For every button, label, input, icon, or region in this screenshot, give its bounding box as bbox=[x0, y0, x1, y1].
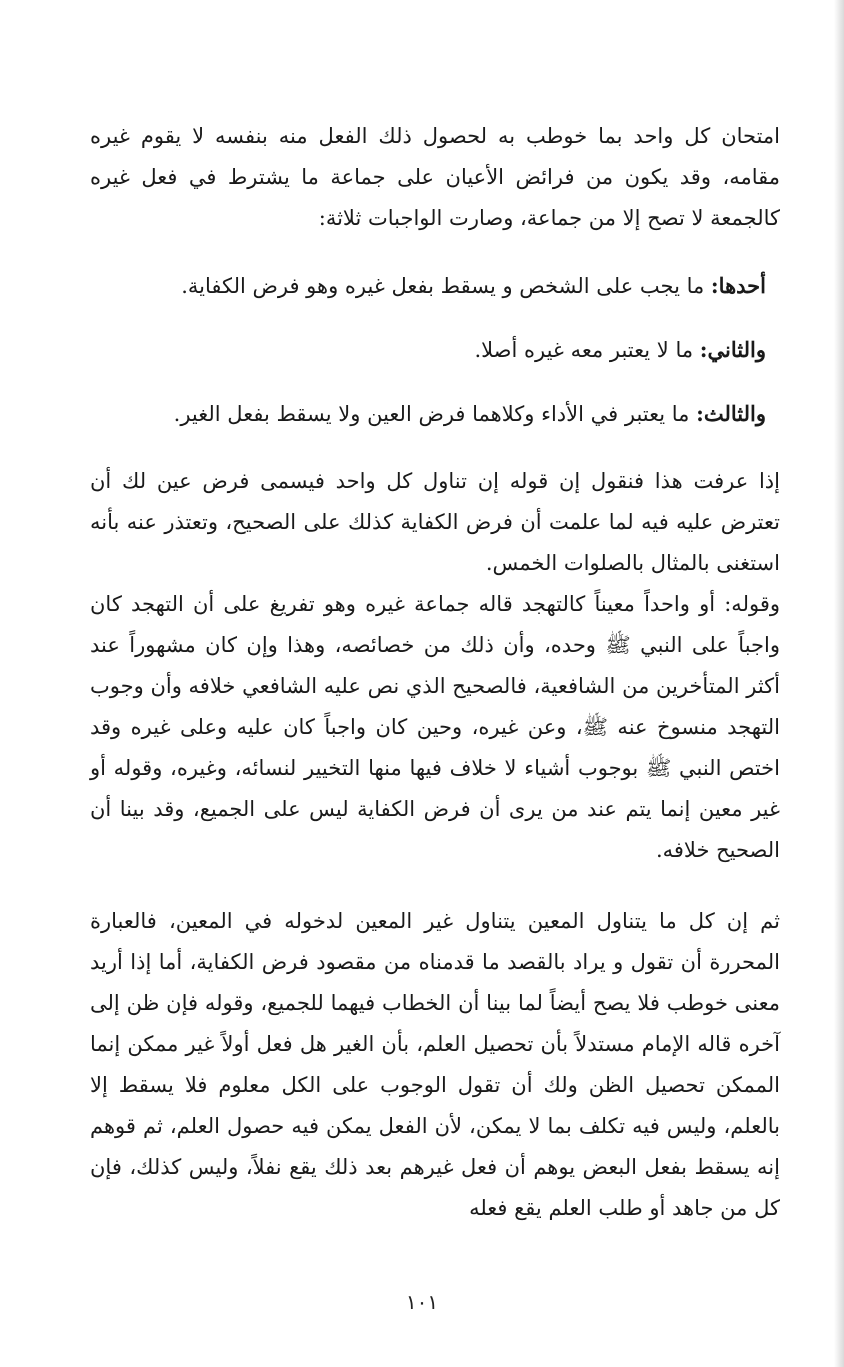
paragraph-2: إذا عرفت هذا فنقول إن قوله إن تناول كل واحد فيسمى فرض عين لك أن تعترض عليه فيه لما علمت أن فرض الكفاية كذلك على الصحيح، وتعتذر عنه بأنه استغنى بالمثال بالصلوات الخمس. bbox=[90, 469, 780, 575]
paragraph-4: ثم إن كل ما يتناول المعين يتناول غير المعين لدخوله في المعين، فالعبارة المحررة أن تقول و يراد بالقصد ما قدمناه من مقصود فرض الكفاية، أما إذا أريد معنى خوطب فلا يصح أيضاً لما بينا أن الخطاب فيهما للجميع، وقوله فإن ظن إلى آخره قاله الإمام مستدلاً بأن تحصيل العلم، بأن الغير هل فعل أولاً غير ممكن إنما الممكن تحصيل الظن ولك أن تقول الوجوب على الكل معلوم فلا يسقط إلا بالعلم، وليس فيه تكلف بما لا يمكن، لأن الفعل يمكن فيه حصول العلم، ثم قوهم إنه يسقط بفعل البعض يوهم أن فعل غيرهم بعد ذلك يقع نفلاً، وليس كذلك، فإن كل من جاهد أو طلب العلم يقع فعله bbox=[90, 909, 780, 1220]
spacer bbox=[90, 371, 780, 393]
paragraph-1: امتحان كل واحد بما خوطب به لحصول ذلك الفعل منه بنفسه لا يقوم غيره مقامه، وقد يكون من فرائض الأعيان على جماعة ما يشترط في فعل غيره كالجمعة لا تصح إلا من جماعة، وصارت الواجبات ثلاثة: bbox=[90, 124, 780, 230]
list-item-text: ما يجب على الشخص و يسقط بفعل غيره وهو فرض الكفاية. bbox=[181, 274, 711, 298]
list-item-third bbox=[90, 393, 780, 435]
spacer bbox=[90, 871, 780, 901]
paragraph-3: وقوله: أو واحداً معيناً كالتهجد قاله جماعة غيره وهو تفريغ على أن التهجد كان واجباً على النبي ﷺ وحده، وأن ذلك من خصائصه، وهذا وإن كان مشهوراً عند أكثر المتأخرين من الشافعية، فالصحيح الذي نص عليه الشافعي خلافه وأن وجوب التهجد منسوخ عنه ﷺ، وعن غيره، وحين كان واجباً كان عليه وعلى غيره وقد اختص النبي ﷺ بوجوب أشياء لا خلاف فيها منها التخيير لنسائه، وغيره، وقوله أو غير معين إنما يتم عند من يرى أن فرض الكفاية ليس على الجميع، وقد بينا أن الصحيح خلافه. bbox=[90, 592, 780, 862]
spacer bbox=[90, 435, 780, 461]
page-edge-shadow bbox=[834, 0, 844, 1367]
page-number: ١٠١ bbox=[405, 1290, 439, 1314]
list-item-lead: والثاني: bbox=[699, 337, 766, 362]
list-item-text: ما لا يعتبر معه غيره أصلا. bbox=[474, 338, 700, 362]
list-item-lead: والثالث: bbox=[696, 401, 766, 426]
spacer bbox=[90, 307, 780, 329]
list-item-text: ما يعتبر في الأداء وكلاهما فرض العين ولا يسقط بفعل الغير. bbox=[173, 402, 697, 426]
list-item-lead: أحدها: bbox=[710, 273, 766, 298]
list-item-second bbox=[90, 329, 780, 371]
list-item-first bbox=[90, 265, 780, 307]
spacer bbox=[90, 239, 780, 265]
